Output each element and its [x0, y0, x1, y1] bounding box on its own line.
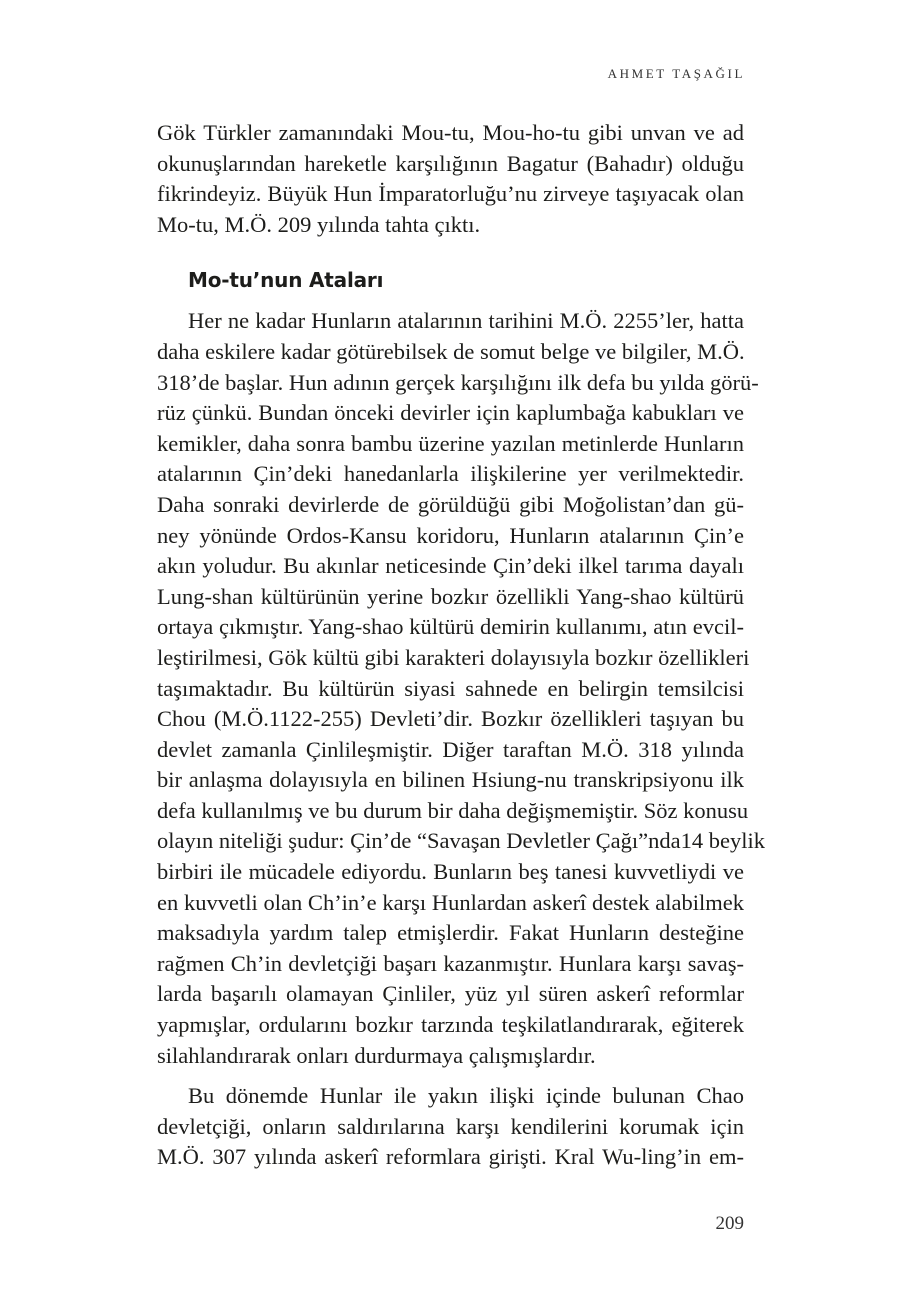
text-line: Gök Türkler zamanındaki Mou-tu, Mou-ho-tu gibi unvan ve ad [157, 120, 744, 145]
text-line: atalarının Çin’deki hanedanlarla ilişkilerine yer verilmektedir. [157, 461, 744, 487]
text-line: rağmen Ch’in devletçiği başarı kazanmıştır. Hunlara karşı savaş- [157, 950, 744, 976]
text-line: birbiri ile mücadele ediyordu. Bunların beş tanesi kuvvetliydi ve [157, 859, 744, 885]
text-line: Bu dönemde Hunlar ile yakın ilişki içinde bulunan Chao [188, 1083, 744, 1109]
text-line: okunuşlarından hareketle karşılığının Bagatur (Bahadır) olduğu [157, 150, 744, 176]
text-line: devletçiği, onların saldırılarına karşı kendilerini korumak için [157, 1113, 744, 1139]
text-line: Her ne kadar Hunların atalarının tarihini M.Ö. 2255’ler, hatta [188, 308, 744, 334]
text-line: fikrindeyiz. Büyük Hun İmparatorluğu’nu zirveye taşıyacak olan [157, 181, 744, 207]
page-body [157, 118, 765, 1183]
section-heading: Mo-tu’nun Ataları [188, 268, 384, 293]
text-line: Chou (M.Ö.1122-255) Devleti’dir. Bozkır özellikleri taşıyan bu [157, 706, 744, 732]
text-line: leştirilmesi, Gök kültü gibi karakteri dolayısıyla bozkır özellikleri [157, 644, 750, 670]
paragraph-3 [157, 1081, 744, 1173]
text-line: M.Ö. 307 yılında askerî reformlara girişti. Kral Wu-ling’in em- [157, 1144, 744, 1170]
text-line: defa kullanılmış ve bu durum bir daha değişmemiştir. Söz konusu [157, 797, 749, 823]
text-line: yapmışlar, ordularını bozkır tarzında teşkilatlandırarak, eğiterek [157, 1012, 744, 1038]
paragraph-2 [157, 306, 765, 1071]
text-line: 318’de başlar. Hun adının gerçek karşılığını ilk defa bu yılda görü- [157, 369, 759, 395]
text-line: Mo-tu, M.Ö. 209 yılında tahta çıktı. [157, 211, 481, 237]
text-line: Daha sonraki devirlerde de görüldüğü gibi Moğolistan’dan gü- [157, 491, 744, 517]
text-line: devlet zamanla Çinlileşmiştir. Diğer taraftan M.Ö. 318 yılında [157, 736, 744, 762]
text-line: larda başarılı olamayan Çinliler, yüz yıl süren askerî reformlar [157, 981, 744, 1007]
text-line: silahlandırarak onları durdurmaya çalışmışlardır. [157, 1042, 596, 1068]
text-line: taşımaktadır. Bu kültürün siyasi sahnede en belirgin temsilcisi [157, 675, 744, 701]
text-line: en kuvvetli olan Ch’in’e karşı Hunlardan askerî destek alabilmek [157, 889, 744, 915]
page-number: 209 [715, 1213, 744, 1234]
text-line: bir anlaşma dolayısıyla en bilinen Hsiung-nu transkripsiyonu ilk [157, 767, 744, 793]
text-line: daha eskilere kadar götürebilsek de somut belge ve bilgiler, M.Ö. [157, 338, 745, 364]
text-line: ortaya çıkmıştır. Yang-shao kültürü demirin kullanımı, atın evcil- [157, 614, 744, 640]
text-line: kemikler, daha sonra bambu üzerine yazılan metinlerde Hunların [157, 430, 744, 456]
running-head: AHMET TAŞAĞIL [607, 66, 745, 81]
text-line: maksadıyla yardım talep etmişlerdir. Fakat Hunların desteğine [157, 920, 744, 946]
paragraph-1 [157, 118, 744, 240]
text-line: Lung-shan kültürünün yerine bozkır özellikli Yang-shao kültürü [157, 583, 744, 609]
text-line: ney yönünde Ordos-Kansu koridoru, Hunların atalarının Çin’e [157, 522, 744, 548]
text-line: olayın niteliği şudur: Çin’de “Savaşan Devletler Çağı”nda14 beylik [157, 828, 765, 854]
text-line: akın yoludur. Bu akınlar neticesinde Çin’deki ilkel tarıma dayalı [157, 553, 744, 579]
text-line: rüz çünkü. Bundan önceki devirler için kaplumbağa kabukları ve [157, 400, 744, 426]
